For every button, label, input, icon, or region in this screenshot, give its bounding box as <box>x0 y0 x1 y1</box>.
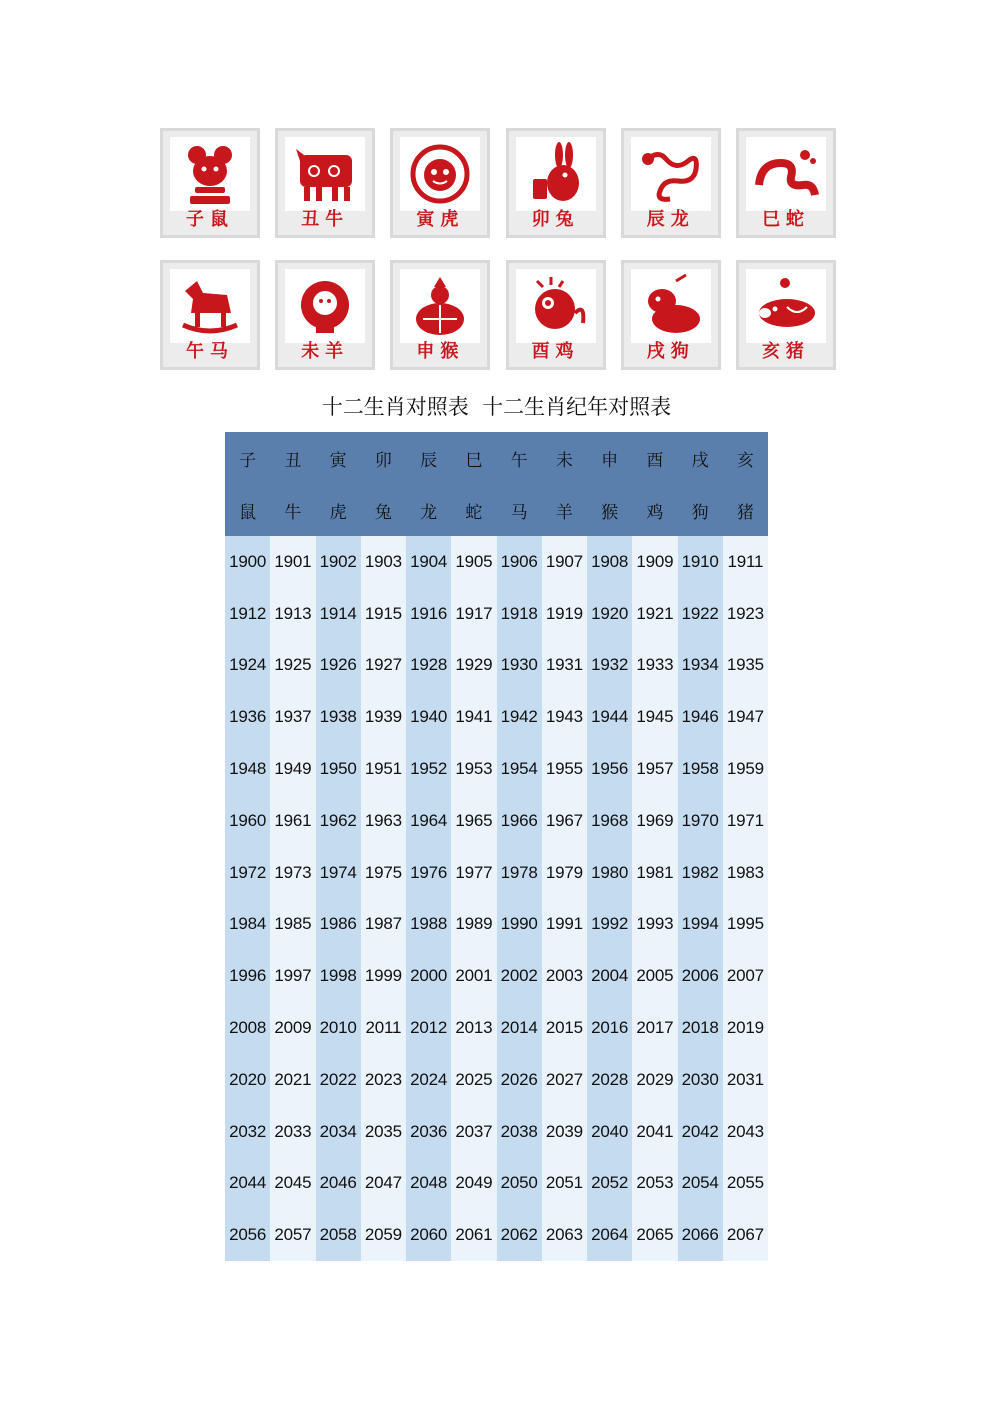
zodiac-tile-pig <box>736 260 836 370</box>
year-cell: 2039 <box>542 1106 587 1158</box>
year-cell: 2023 <box>361 1054 406 1106</box>
header-cell-branch: 未 <box>542 432 587 484</box>
rooster-papercut-icon <box>516 269 596 343</box>
year-cell: 1911 <box>723 536 768 588</box>
table-row <box>225 1106 768 1158</box>
year-cell: 2051 <box>542 1158 587 1210</box>
table-row <box>225 743 768 795</box>
year-cell: 1929 <box>451 640 496 692</box>
table-row <box>225 1054 768 1106</box>
year-cell: 1928 <box>406 640 451 692</box>
year-cell: 1959 <box>723 743 768 795</box>
year-cell: 2000 <box>406 950 451 1002</box>
year-cell: 1961 <box>270 795 315 847</box>
year-cell: 2049 <box>451 1158 496 1210</box>
header-cell-branch: 子 <box>225 432 270 484</box>
table-row <box>225 1158 768 1210</box>
year-cell: 1997 <box>270 950 315 1002</box>
year-cell: 1968 <box>587 795 632 847</box>
year-cell: 1946 <box>678 691 723 743</box>
year-cell: 1905 <box>451 536 496 588</box>
zodiac-tile-ox <box>275 128 375 238</box>
goat-papercut-icon <box>285 269 365 343</box>
year-cell: 2057 <box>270 1209 315 1261</box>
zodiac-tile-rooster <box>506 260 606 370</box>
year-cell: 2064 <box>587 1209 632 1261</box>
table-row <box>225 536 768 588</box>
year-cell: 1923 <box>723 588 768 640</box>
year-cell: 1938 <box>316 691 361 743</box>
dragon-papercut-icon <box>631 137 711 211</box>
year-cell: 1935 <box>723 640 768 692</box>
year-cell: 2060 <box>406 1209 451 1261</box>
year-cell: 1967 <box>542 795 587 847</box>
year-cell: 1972 <box>225 847 270 899</box>
zodiac-label: 亥猪 <box>761 341 810 362</box>
year-cell: 2054 <box>678 1158 723 1210</box>
rabbit-papercut-icon <box>516 137 596 211</box>
year-cell: 2010 <box>316 1002 361 1054</box>
year-cell: 1964 <box>406 795 451 847</box>
year-cell: 1930 <box>497 640 542 692</box>
table-row <box>225 1002 768 1054</box>
year-cell: 1947 <box>723 691 768 743</box>
year-cell: 1939 <box>361 691 406 743</box>
year-cell: 1921 <box>632 588 677 640</box>
year-cell: 1984 <box>225 899 270 951</box>
year-cell: 1993 <box>632 899 677 951</box>
year-cell: 1973 <box>270 847 315 899</box>
zodiac-label: 子鼠 <box>186 209 234 230</box>
year-cell: 2009 <box>270 1002 315 1054</box>
year-cell: 1927 <box>361 640 406 692</box>
monkey-papercut-icon <box>400 269 480 343</box>
year-cell: 1917 <box>451 588 496 640</box>
year-cell: 1970 <box>678 795 723 847</box>
year-cell: 1996 <box>225 950 270 1002</box>
year-cell: 1906 <box>497 536 542 588</box>
year-cell: 2056 <box>225 1209 270 1261</box>
rat-papercut-icon <box>170 137 250 211</box>
year-cell: 1922 <box>678 588 723 640</box>
year-cell: 2027 <box>542 1054 587 1106</box>
zodiac-row-1 <box>160 128 836 240</box>
year-cell: 2050 <box>497 1158 542 1210</box>
year-cell: 1915 <box>361 588 406 640</box>
table-header-row-branch <box>225 432 768 484</box>
year-cell: 1925 <box>270 640 315 692</box>
zodiac-tile-tiger <box>390 128 490 238</box>
year-cell: 2003 <box>542 950 587 1002</box>
year-cell: 2019 <box>723 1002 768 1054</box>
dog-papercut-icon <box>631 269 711 343</box>
year-cell: 1963 <box>361 795 406 847</box>
year-cell: 2047 <box>361 1158 406 1210</box>
year-cell: 1957 <box>632 743 677 795</box>
header-cell-animal: 鼠 <box>225 484 270 536</box>
year-cell: 1960 <box>225 795 270 847</box>
year-cell: 1986 <box>316 899 361 951</box>
table-row <box>225 640 768 692</box>
year-cell: 1998 <box>316 950 361 1002</box>
year-cell: 1965 <box>451 795 496 847</box>
year-cell: 1987 <box>361 899 406 951</box>
year-cell: 2024 <box>406 1054 451 1106</box>
table-body <box>225 536 768 1261</box>
table-row <box>225 691 768 743</box>
zodiac-image-grid <box>160 128 836 372</box>
year-cell: 1977 <box>451 847 496 899</box>
year-cell: 1931 <box>542 640 587 692</box>
year-cell: 2001 <box>451 950 496 1002</box>
year-cell: 2021 <box>270 1054 315 1106</box>
header-cell-branch: 午 <box>497 432 542 484</box>
year-cell: 1950 <box>316 743 361 795</box>
year-cell: 2022 <box>316 1054 361 1106</box>
zodiac-tile-dragon <box>621 128 721 238</box>
header-cell-branch: 戌 <box>678 432 723 484</box>
header-cell-animal: 猪 <box>723 484 768 536</box>
year-cell: 2016 <box>587 1002 632 1054</box>
year-cell: 2008 <box>225 1002 270 1054</box>
year-cell: 2041 <box>632 1106 677 1158</box>
year-cell: 1982 <box>678 847 723 899</box>
year-cell: 2048 <box>406 1158 451 1210</box>
year-cell: 2017 <box>632 1002 677 1054</box>
table-row <box>225 1209 768 1261</box>
page-title: 十二生肖对照表 十二生肖纪年对照表 <box>321 395 672 419</box>
year-cell: 2061 <box>451 1209 496 1261</box>
header-cell-animal: 虎 <box>316 484 361 536</box>
year-cell: 2040 <box>587 1106 632 1158</box>
year-cell: 1944 <box>587 691 632 743</box>
year-cell: 2026 <box>497 1054 542 1106</box>
zodiac-year-table <box>225 432 768 1261</box>
year-cell: 1955 <box>542 743 587 795</box>
zodiac-row-2 <box>160 260 836 372</box>
year-cell: 1932 <box>587 640 632 692</box>
year-cell: 2035 <box>361 1106 406 1158</box>
zodiac-label: 寅虎 <box>416 209 465 230</box>
table-row <box>225 847 768 899</box>
year-cell: 1978 <box>497 847 542 899</box>
year-cell: 1908 <box>587 536 632 588</box>
header-cell-animal: 狗 <box>678 484 723 536</box>
zodiac-tile-horse <box>160 260 260 370</box>
header-cell-branch: 寅 <box>316 432 361 484</box>
table-row <box>225 588 768 640</box>
header-cell-animal: 蛇 <box>451 484 496 536</box>
year-cell: 2033 <box>270 1106 315 1158</box>
zodiac-label: 巳蛇 <box>761 209 810 230</box>
year-cell: 2013 <box>451 1002 496 1054</box>
year-cell: 2011 <box>361 1002 406 1054</box>
year-cell: 2043 <box>723 1106 768 1158</box>
header-cell-animal: 龙 <box>406 484 451 536</box>
year-cell: 2020 <box>225 1054 270 1106</box>
year-cell: 2032 <box>225 1106 270 1158</box>
year-cell: 1907 <box>542 536 587 588</box>
zodiac-tile-rabbit <box>506 128 606 238</box>
year-cell: 1974 <box>316 847 361 899</box>
year-cell: 1992 <box>587 899 632 951</box>
year-cell: 2031 <box>723 1054 768 1106</box>
zodiac-label: 申猴 <box>416 341 465 362</box>
year-cell: 2044 <box>225 1158 270 1210</box>
year-cell: 2002 <box>497 950 542 1002</box>
year-cell: 1945 <box>632 691 677 743</box>
ox-papercut-icon <box>285 137 365 211</box>
zodiac-tile-snake <box>736 128 836 238</box>
year-cell: 2025 <box>451 1054 496 1106</box>
header-cell-branch: 辰 <box>406 432 451 484</box>
year-cell: 2015 <box>542 1002 587 1054</box>
table-header-row-animal <box>225 484 768 536</box>
year-cell: 2067 <box>723 1209 768 1261</box>
year-cell: 1943 <box>542 691 587 743</box>
year-cell: 1940 <box>406 691 451 743</box>
year-cell: 1926 <box>316 640 361 692</box>
zodiac-label: 辰龙 <box>646 209 695 230</box>
year-cell: 1956 <box>587 743 632 795</box>
year-cell: 1910 <box>678 536 723 588</box>
year-cell: 1914 <box>316 588 361 640</box>
year-cell: 1934 <box>678 640 723 692</box>
year-cell: 2034 <box>316 1106 361 1158</box>
zodiac-label: 午马 <box>186 341 234 362</box>
year-cell: 1975 <box>361 847 406 899</box>
zodiac-tile-goat <box>275 260 375 370</box>
header-cell-animal: 兔 <box>361 484 406 536</box>
year-cell: 1988 <box>406 899 451 951</box>
year-cell: 2053 <box>632 1158 677 1210</box>
year-cell: 2065 <box>632 1209 677 1261</box>
header-cell-animal: 鸡 <box>632 484 677 536</box>
year-cell: 2062 <box>497 1209 542 1261</box>
header-cell-branch: 丑 <box>270 432 315 484</box>
header-cell-branch: 巳 <box>451 432 496 484</box>
tiger-papercut-icon <box>400 137 480 211</box>
header-cell-branch: 酉 <box>632 432 677 484</box>
year-cell: 2038 <box>497 1106 542 1158</box>
year-cell: 1994 <box>678 899 723 951</box>
zodiac-label: 卯兔 <box>531 209 580 230</box>
year-cell: 2018 <box>678 1002 723 1054</box>
header-cell-animal: 猴 <box>587 484 632 536</box>
horse-papercut-icon <box>170 269 250 343</box>
year-cell: 1948 <box>225 743 270 795</box>
year-cell: 2029 <box>632 1054 677 1106</box>
year-cell: 2059 <box>361 1209 406 1261</box>
year-cell: 1941 <box>451 691 496 743</box>
year-cell: 2055 <box>723 1158 768 1210</box>
year-cell: 1933 <box>632 640 677 692</box>
year-cell: 2028 <box>587 1054 632 1106</box>
pig-papercut-icon <box>746 269 826 343</box>
year-cell: 1990 <box>497 899 542 951</box>
year-cell: 1952 <box>406 743 451 795</box>
zodiac-label: 未羊 <box>301 341 350 362</box>
year-cell: 2058 <box>316 1209 361 1261</box>
year-cell: 1981 <box>632 847 677 899</box>
year-cell: 2030 <box>678 1054 723 1106</box>
year-cell: 1962 <box>316 795 361 847</box>
year-cell: 1912 <box>225 588 270 640</box>
year-cell: 1924 <box>225 640 270 692</box>
table-row <box>225 899 768 951</box>
year-cell: 1949 <box>270 743 315 795</box>
table-row <box>225 795 768 847</box>
year-cell: 1971 <box>723 795 768 847</box>
zodiac-tile-rat <box>160 128 260 238</box>
header-cell-branch: 卯 <box>361 432 406 484</box>
year-cell: 1980 <box>587 847 632 899</box>
header-cell-animal: 羊 <box>542 484 587 536</box>
year-cell: 1909 <box>632 536 677 588</box>
year-cell: 2005 <box>632 950 677 1002</box>
year-cell: 1989 <box>451 899 496 951</box>
year-cell: 2066 <box>678 1209 723 1261</box>
year-cell: 1918 <box>497 588 542 640</box>
year-cell: 1936 <box>225 691 270 743</box>
year-cell: 1942 <box>497 691 542 743</box>
year-cell: 2037 <box>451 1106 496 1158</box>
header-cell-branch: 申 <box>587 432 632 484</box>
year-cell: 2052 <box>587 1158 632 1210</box>
zodiac-tile-monkey <box>390 260 490 370</box>
year-cell: 1966 <box>497 795 542 847</box>
year-cell: 2006 <box>678 950 723 1002</box>
year-cell: 1999 <box>361 950 406 1002</box>
year-cell: 1937 <box>270 691 315 743</box>
year-cell: 2045 <box>270 1158 315 1210</box>
year-cell: 2046 <box>316 1158 361 1210</box>
zodiac-label: 戌狗 <box>646 341 695 362</box>
year-cell: 2007 <box>723 950 768 1002</box>
year-cell: 1991 <box>542 899 587 951</box>
year-cell: 1976 <box>406 847 451 899</box>
year-cell: 2014 <box>497 1002 542 1054</box>
year-cell: 1958 <box>678 743 723 795</box>
year-cell: 1919 <box>542 588 587 640</box>
header-cell-animal: 马 <box>497 484 542 536</box>
header-cell-branch: 亥 <box>723 432 768 484</box>
header-cell-animal: 牛 <box>270 484 315 536</box>
year-cell: 1969 <box>632 795 677 847</box>
year-cell: 1954 <box>497 743 542 795</box>
year-cell: 1920 <box>587 588 632 640</box>
snake-papercut-icon <box>746 137 826 211</box>
year-cell: 2036 <box>406 1106 451 1158</box>
year-cell: 1951 <box>361 743 406 795</box>
year-cell: 1983 <box>723 847 768 899</box>
year-cell: 1913 <box>270 588 315 640</box>
year-cell: 2012 <box>406 1002 451 1054</box>
year-cell: 1916 <box>406 588 451 640</box>
year-cell: 2063 <box>542 1209 587 1261</box>
year-cell: 1995 <box>723 899 768 951</box>
year-cell: 1903 <box>361 536 406 588</box>
year-cell: 1901 <box>270 536 315 588</box>
zodiac-tile-dog <box>621 260 721 370</box>
year-cell: 2004 <box>587 950 632 1002</box>
year-cell: 1953 <box>451 743 496 795</box>
table-row <box>225 950 768 1002</box>
year-cell: 1902 <box>316 536 361 588</box>
year-cell: 1900 <box>225 536 270 588</box>
year-cell: 2042 <box>678 1106 723 1158</box>
year-cell: 1985 <box>270 899 315 951</box>
year-cell: 1904 <box>406 536 451 588</box>
year-cell: 1979 <box>542 847 587 899</box>
zodiac-label: 丑牛 <box>301 209 350 230</box>
zodiac-label: 酉鸡 <box>531 341 580 362</box>
